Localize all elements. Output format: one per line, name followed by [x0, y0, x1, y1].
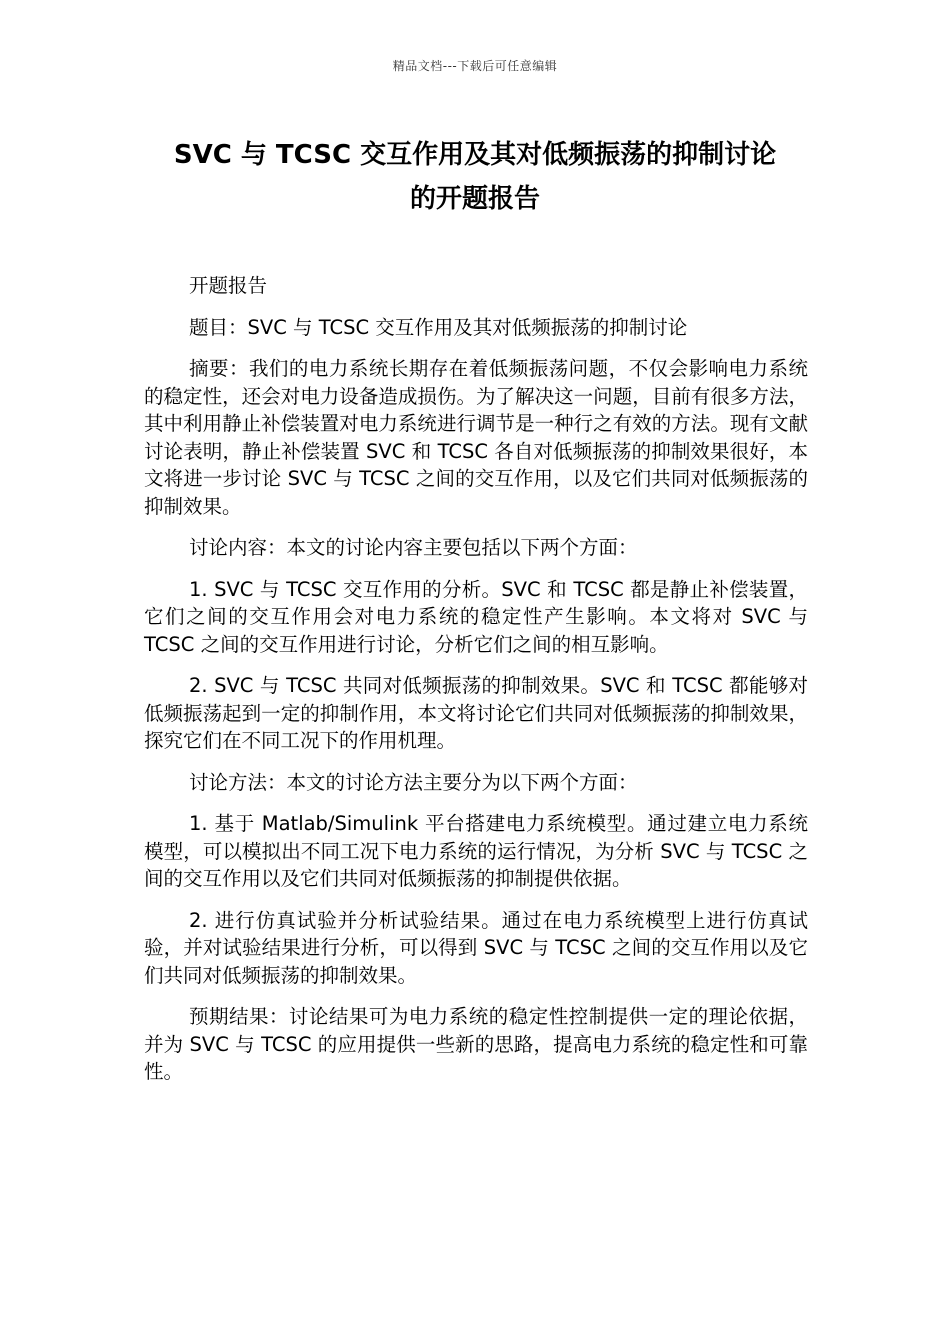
paragraph-method-item-2: 2. 进行仿真试验并分析试验结果。通过在电力系统模型上进行仿真试验，并对试验结果进行分析，可以得到 SVC 与 TCSC 之间的交互作用以及它们共同对低频振荡的抑制效果。	[144, 908, 808, 987]
paragraph-content-item-2: 2. SVC 与 TCSC 共同对低频振荡的抑制效果。SVC 和 TCSC 都能够对低频振荡起到一定的抑制作用，本文将讨论它们共同对低频振荡的抑制效果，探究它们在不同工况下的作用机理。	[144, 674, 808, 752]
paragraph-method-heading: 讨论方法：本文的讨论方法主要分为以下两个方面：	[189, 770, 638, 794]
paragraph-content-item-1: 1. SVC 与 TCSC 交互作用的分析。SVC 和 TCSC 都是静止补偿装置，它们之间的交互作用会对电力系统的稳定性产生影响。本文将对 SVC 与 TCSC 之间的交互作用进行讨论，分析它们之间的相互影响。	[144, 577, 808, 656]
paragraph-topic: 题目：SVC 与 TCSC 交互作用及其对低频振荡的抑制讨论	[189, 315, 688, 339]
paragraph-abstract: 摘要：我们的电力系统长期存在着低频振荡问题，不仅会影响电力系统的稳定性，还会对电力设备造成损伤。为了解决这一问题，目前有很多方法，其中利用静止补偿装置对电力系统进行调节是一种行之有效的方法。现有文献讨论表明，静止补偿装置 SVC 和 TCSC 各自对低频振荡的抑制效果很好，本文将进一步讨论 SVC 与 TCSC 之间的交互作用，以及它们共同对低频振荡的抑制效果。	[144, 357, 808, 518]
document-title-line-1: SVC 与 TCSC 交互作用及其对低频振荡的抑制讨论	[173, 140, 777, 170]
document-title-line-2: 的开题报告	[409, 184, 540, 214]
paragraph-expected-results: 预期结果：讨论结果可为电力系统的稳定性控制提供一定的理论依据，并为 SVC 与 TCSC 的应用提供一些新的思路，提高电力系统的稳定性和可靠性。	[144, 1005, 808, 1083]
paragraph-content-heading: 讨论内容：本文的讨论内容主要包括以下两个方面：	[189, 536, 638, 559]
document-title	[140, 133, 810, 221]
document-body	[144, 272, 808, 1100]
paragraph-method-item-1: 1. 基于 Matlab/Simulink 平台搭建电力系统模型。通过建立电力系统模型，可以模拟出不同工况下电力系统的运行情况，为分析 SVC 与 TCSC 之间的交互作用以及它们共同对低频振荡的抑制提供依据。	[144, 812, 808, 890]
header-note: 精品文档---下载后可任意编辑	[392, 59, 558, 73]
paragraph-report-label: 开题报告	[189, 274, 268, 297]
